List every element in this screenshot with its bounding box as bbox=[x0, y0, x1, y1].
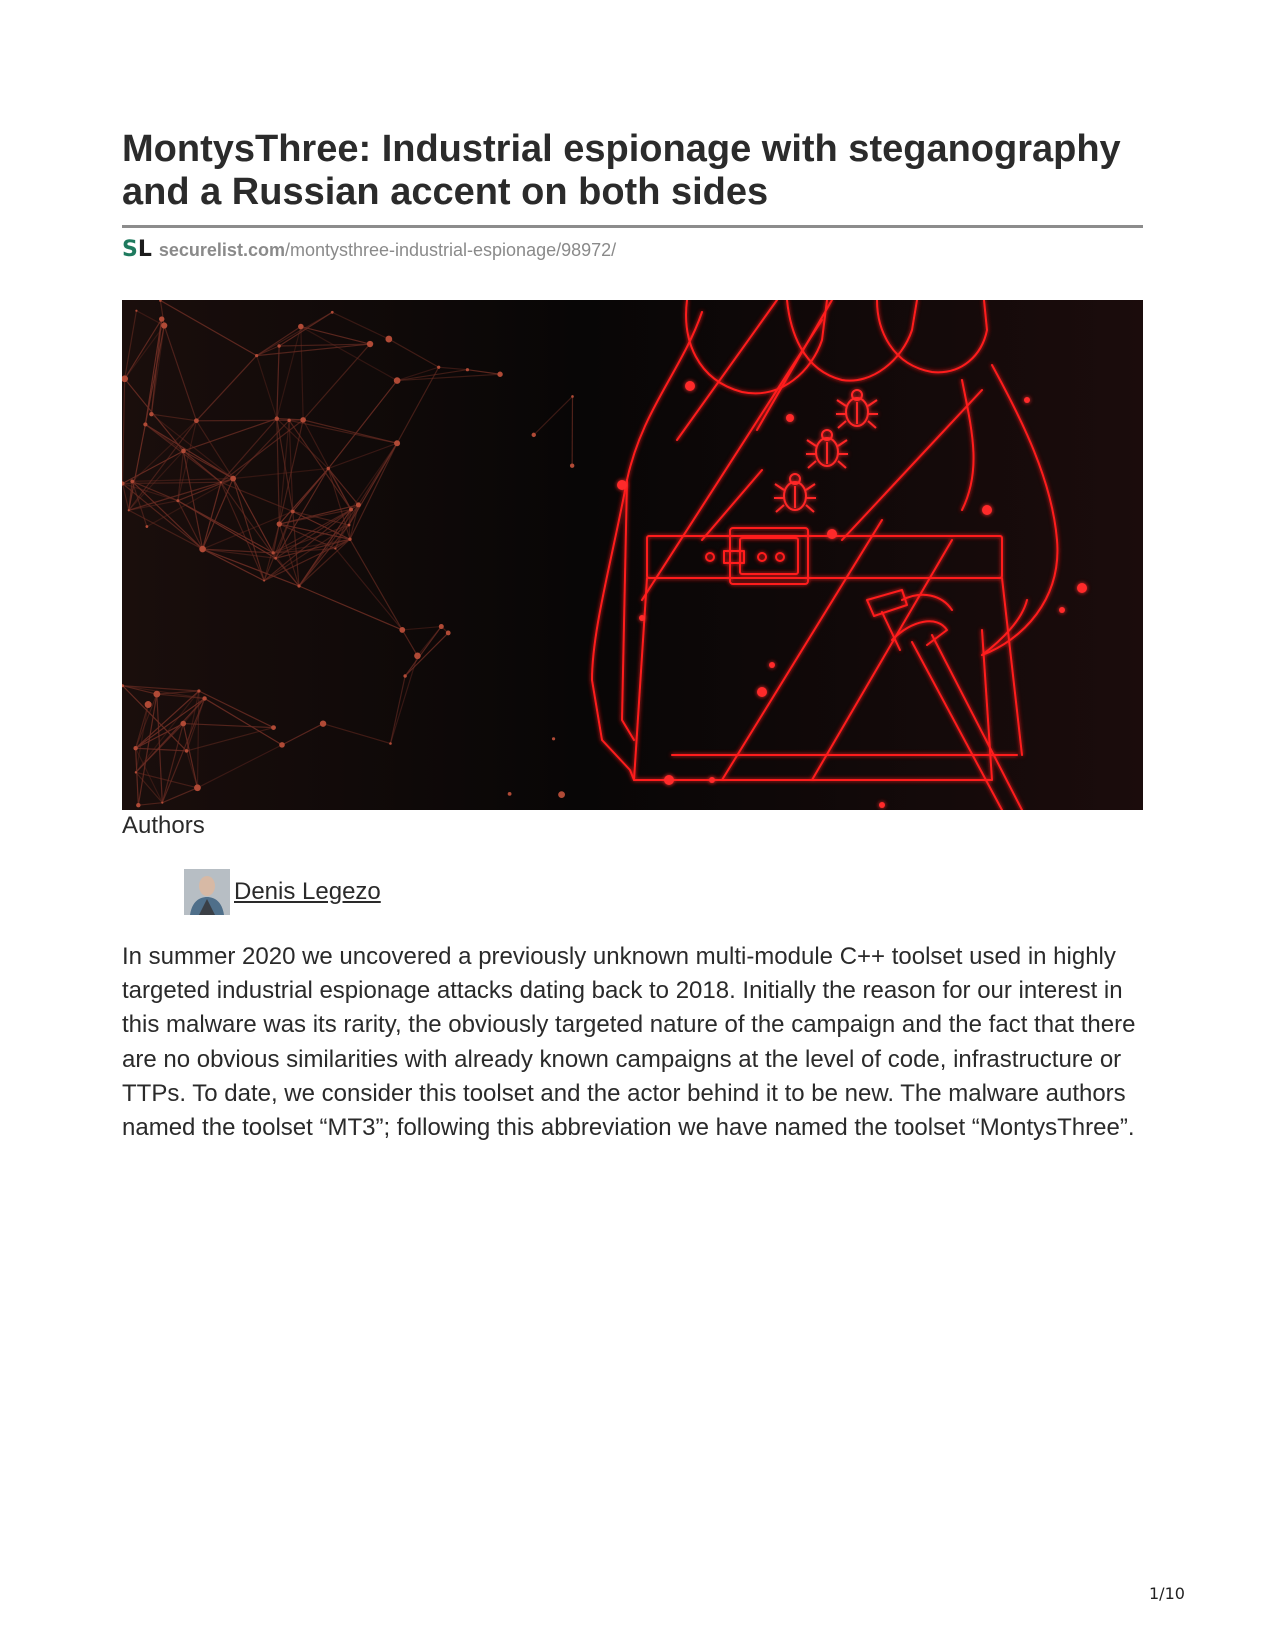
network-node bbox=[394, 440, 400, 446]
network-node bbox=[532, 433, 536, 437]
network-node bbox=[558, 791, 565, 798]
page-title: MontysThree: Industrial espionage with steganography and a Russian accent on both sides bbox=[122, 128, 1121, 213]
network-node bbox=[159, 316, 164, 321]
authors-label: Authors bbox=[122, 812, 205, 839]
network-node bbox=[439, 624, 444, 629]
network-node bbox=[334, 547, 336, 549]
network-node bbox=[202, 696, 206, 700]
author-row bbox=[184, 868, 381, 916]
network-node bbox=[508, 792, 512, 796]
network-node bbox=[348, 538, 351, 541]
network-node bbox=[161, 802, 163, 804]
network-node bbox=[414, 653, 421, 660]
network-node bbox=[136, 803, 140, 807]
author-link[interactable]: Denis Legezo bbox=[234, 878, 381, 905]
network-node bbox=[145, 525, 148, 528]
network-node bbox=[275, 416, 279, 420]
network-node bbox=[277, 344, 280, 347]
network-node bbox=[255, 354, 258, 357]
network-node bbox=[497, 372, 502, 377]
network-node bbox=[437, 366, 440, 369]
network-node bbox=[331, 311, 334, 314]
network-node bbox=[287, 419, 290, 422]
network-node bbox=[271, 725, 276, 730]
network-node bbox=[176, 499, 179, 502]
network-node bbox=[327, 467, 330, 470]
network-node bbox=[446, 631, 451, 636]
network-node bbox=[149, 412, 153, 416]
source-line bbox=[122, 237, 616, 263]
network-node bbox=[130, 479, 134, 483]
intro-paragraph: In summer 2020 we uncovered a previously unknown multi-module C++ toolset used in highly targeted industrial espionage attacks dating back to 2018. Initially the reason for our interest in this malware was its rarity, the obviously targeted nature of the campaign and the fact that there are no obvious similarities with already known campaigns at the level of code, infrastructure or TTPs. To date, we consider this toolset and the actor behind it to be new. The malware authors named the toolset “MT3”; following this abbreviation we have named the toolset “MontysThree”. bbox=[122, 943, 1136, 1142]
network-node bbox=[348, 524, 351, 527]
network-node bbox=[274, 557, 277, 560]
securelist-logo-icon: S L bbox=[122, 237, 152, 262]
network-node bbox=[291, 510, 295, 514]
network-node bbox=[161, 322, 167, 328]
network-node bbox=[297, 584, 300, 587]
author-photo-icon bbox=[184, 869, 230, 915]
network-node bbox=[385, 336, 392, 343]
hero-illustration bbox=[122, 300, 1143, 810]
network-node bbox=[298, 324, 304, 330]
network-node bbox=[133, 746, 137, 750]
network-node bbox=[181, 449, 186, 454]
network-node bbox=[552, 737, 555, 740]
network-node bbox=[403, 674, 406, 677]
network-node bbox=[145, 701, 152, 708]
network-node bbox=[349, 508, 353, 512]
network-node bbox=[194, 784, 201, 791]
network-node bbox=[272, 551, 275, 554]
network-node bbox=[194, 418, 199, 423]
network-node bbox=[199, 546, 206, 553]
source-domain[interactable]: securelist.com bbox=[158, 239, 285, 260]
network-node bbox=[367, 341, 373, 347]
page-number: 1/10 bbox=[1149, 1584, 1185, 1603]
network-node bbox=[197, 689, 200, 692]
network-node bbox=[320, 720, 326, 726]
network-node bbox=[135, 310, 137, 312]
source-path[interactable]: /montysthree-industrial-espionage/98972/ bbox=[284, 239, 617, 260]
network-node bbox=[571, 395, 574, 398]
network-node bbox=[277, 521, 282, 526]
network-node bbox=[180, 721, 186, 727]
network-node bbox=[153, 691, 160, 698]
title-divider bbox=[122, 225, 1143, 228]
network-node bbox=[263, 580, 265, 582]
network-node bbox=[570, 464, 574, 468]
network-node bbox=[128, 509, 130, 511]
network-node bbox=[185, 749, 189, 753]
hero-image bbox=[122, 300, 1143, 810]
network-node bbox=[466, 368, 469, 371]
network-node bbox=[389, 742, 392, 745]
network-node bbox=[356, 502, 361, 507]
network-node bbox=[300, 417, 306, 423]
network-node bbox=[394, 377, 401, 384]
network-node bbox=[279, 742, 285, 748]
network-node bbox=[135, 771, 137, 773]
network-node bbox=[230, 476, 236, 482]
author-avatar[interactable] bbox=[184, 869, 230, 915]
network-node bbox=[399, 627, 405, 633]
network-node bbox=[143, 422, 147, 426]
network-node bbox=[220, 481, 222, 483]
